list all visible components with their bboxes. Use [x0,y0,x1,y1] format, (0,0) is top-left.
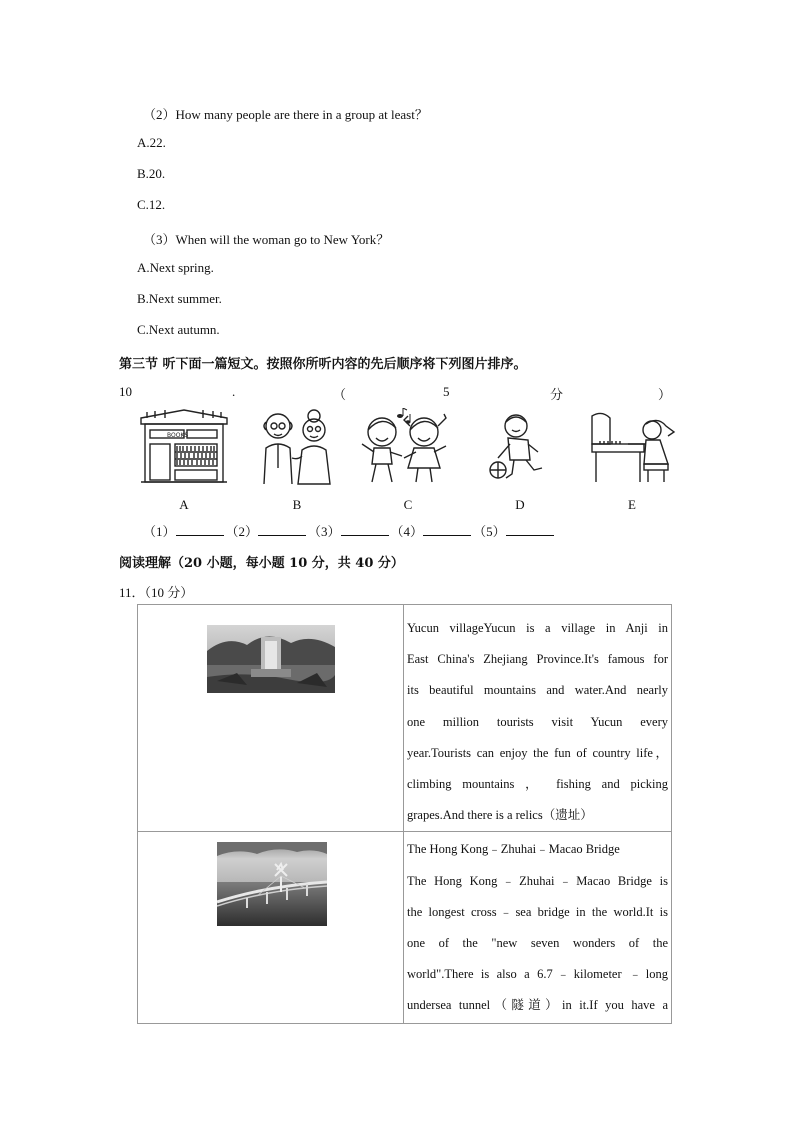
answer-row [143,521,556,540]
question-10-number: 10 [119,384,132,399]
text-line: its beautiful mountains and water.And nearly [407,683,668,698]
answer-blank[interactable] [423,523,471,536]
text-line: The Hong Kong﹣Zhuhai﹣Macao Bridge [407,842,620,857]
table-row [138,605,672,832]
picture-label-a: A [179,497,189,512]
text-line: world".There is also a 6.7﹣kilometer ﹣long [407,967,668,982]
option-c: C.Next autumn. [137,322,220,337]
piano-girl-icon [588,408,678,486]
option-b: B.Next summer. [137,291,222,306]
paren-close: ） [658,387,672,402]
picture-label-e: E [628,497,636,512]
score: 5 [443,384,450,399]
answer-blank[interactable] [176,523,224,536]
picture-label-d: D [515,497,525,512]
option-b: B.20. [137,166,166,181]
answer-blank[interactable] [341,523,389,536]
svg-text:BOOKS: BOOKS [167,432,189,439]
answer-slot-label: （4） [390,524,424,539]
score-unit: 分 [550,387,564,402]
answer-slot-label: （1） [143,524,176,539]
text-line: grapes.And there is a relics（遗址） [407,808,593,823]
bridge-text [404,832,671,1021]
answer-slot-label: （3） [308,524,341,539]
text-cell [404,605,672,832]
option-a: A.Next spring. [137,260,214,275]
paren-open: （ [333,387,347,402]
image-cell [138,605,404,832]
answer-blank[interactable] [258,523,306,536]
answer-slot-label: （2） [225,524,259,539]
text-line: Yucun villageYucun is a village in Anji in [407,621,668,635]
text-line: one of the "new seven wonders of the [407,935,668,950]
reading-heading: 阅读理解（20 小题，每小题 10 分，共 40 分） [119,556,404,571]
answer-slot-label: （5） [473,524,506,539]
text-line: East China's Zhejiang Province.It's famous for [407,652,668,667]
reading-table [137,604,672,1024]
text-line: one million tourists visit Yucun every [407,714,668,729]
question-11-label: 11．（10 分） [119,585,194,600]
option-a: A.22. [137,135,166,150]
text-line: climbing mountains ， fishing and picking [407,776,668,791]
answer-blank[interactable] [506,523,554,536]
question-9-3: （3）When will the woman go to New York？ [143,232,390,247]
section-heading: 第三节 听下面一篇短文。按照你所听内容的先后顺序将下列图片排序。 [119,357,527,372]
yucun-village-photo [207,621,335,693]
text-line: year.Tourists can enjoy the fun of country life， [407,745,668,760]
image-cell [138,832,404,1024]
picture-label-c: C [403,497,413,512]
text-line: the longest cross﹣sea bridge in the world.It is [407,904,668,919]
picture-label-b: B [292,497,302,512]
question-10-dot: . [232,384,236,399]
bridge-photo [217,842,327,926]
bookstore-icon [139,408,229,486]
basketball-boy-icon [476,408,566,486]
text-line: The Hong Kong﹣Zhuhai﹣Macao Bridge is [407,873,668,888]
table-row [138,832,672,1024]
question-9-2: （2）How many people are there in a group at least？ [143,107,428,122]
option-c: C.12. [137,197,166,212]
text-line: undersea tunnel（隧道）in it.If you have a [407,998,668,1013]
yucun-text [404,605,671,831]
singing-children-icon [360,408,450,486]
grandparents-icon [252,408,342,486]
text-cell [404,832,672,1024]
